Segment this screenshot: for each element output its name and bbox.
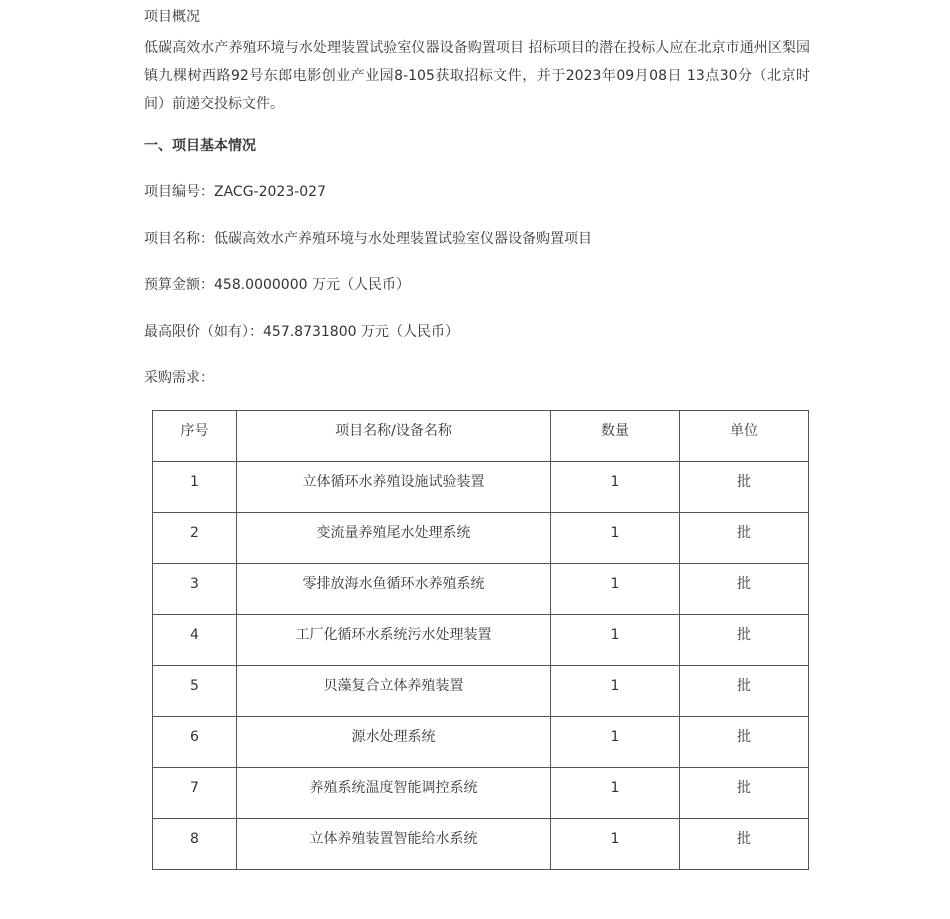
header-unit: 单位 (680, 411, 809, 462)
table-header-row (153, 411, 809, 462)
cell-quantity: 1 (551, 666, 680, 717)
cell-item-name: 立体养殖装置智能给水系统 (237, 819, 551, 870)
header-quantity: 数量 (551, 411, 680, 462)
cell-index: 6 (153, 717, 237, 768)
header-item-name: 项目名称/设备名称 (237, 411, 551, 462)
cell-unit: 批 (680, 666, 809, 717)
cell-unit: 批 (680, 513, 809, 564)
table-row (153, 615, 809, 666)
cell-index: 2 (153, 513, 237, 564)
cell-quantity: 1 (551, 717, 680, 768)
cell-item-name: 变流量养殖尾水处理系统 (237, 513, 551, 564)
cell-unit: 批 (680, 717, 809, 768)
cell-unit: 批 (680, 564, 809, 615)
cell-index: 5 (153, 666, 237, 717)
table-row (153, 717, 809, 768)
cell-unit: 批 (680, 462, 809, 513)
cell-item-name: 立体循环水养殖设施试验装置 (237, 462, 551, 513)
cell-quantity: 1 (551, 768, 680, 819)
cell-index: 1 (153, 462, 237, 513)
cell-item-name: 贝藻复合立体养殖装置 (237, 666, 551, 717)
cell-index: 4 (153, 615, 237, 666)
cell-item-name: 养殖系统温度智能调控系统 (237, 768, 551, 819)
header-index: 序号 (153, 411, 237, 462)
table-row (153, 768, 809, 819)
cell-quantity: 1 (551, 513, 680, 564)
cell-item-name: 工厂化循环水系统污水处理装置 (237, 615, 551, 666)
overview-intro: 低碳高效水产养殖环境与水处理装置试验室仪器设备购置项目 招标项目的潜在投标人应在北京市通州区梨园镇九棵树西路92号东郎电影创业产业园8-105获取招标文件，并于2023年09月08日 13点30分（北京时间）前递交投标文件。 (144, 40, 810, 112)
cell-item-name: 零排放海水鱼循环水养殖系统 (237, 564, 551, 615)
cell-quantity: 1 (551, 819, 680, 870)
requirements-label: 采购需求： (144, 370, 214, 386)
overview-label: 项目概况 (144, 9, 200, 25)
max-price: 最高限价（如有）：457.8731800 万元（人民币） (144, 324, 459, 340)
cell-unit: 批 (680, 768, 809, 819)
table-row (153, 819, 809, 870)
cell-unit: 批 (680, 615, 809, 666)
table-row (153, 564, 809, 615)
project-name: 项目名称：低碳高效水产养殖环境与水处理装置试验室仪器设备购置项目 (144, 231, 592, 247)
requirements-table (152, 410, 809, 870)
table-row (153, 462, 809, 513)
section-heading: 一、项目基本情况 (144, 138, 256, 154)
table-row (153, 513, 809, 564)
table-row (153, 666, 809, 717)
cell-quantity: 1 (551, 564, 680, 615)
cell-unit: 批 (680, 819, 809, 870)
cell-quantity: 1 (551, 615, 680, 666)
cell-index: 7 (153, 768, 237, 819)
project-number: 项目编号：ZACG-2023-027 (144, 184, 326, 200)
cell-index: 8 (153, 819, 237, 870)
cell-item-name: 源水处理系统 (237, 717, 551, 768)
budget-amount: 预算金额：458.0000000 万元（人民币） (144, 277, 410, 293)
cell-index: 3 (153, 564, 237, 615)
cell-quantity: 1 (551, 462, 680, 513)
